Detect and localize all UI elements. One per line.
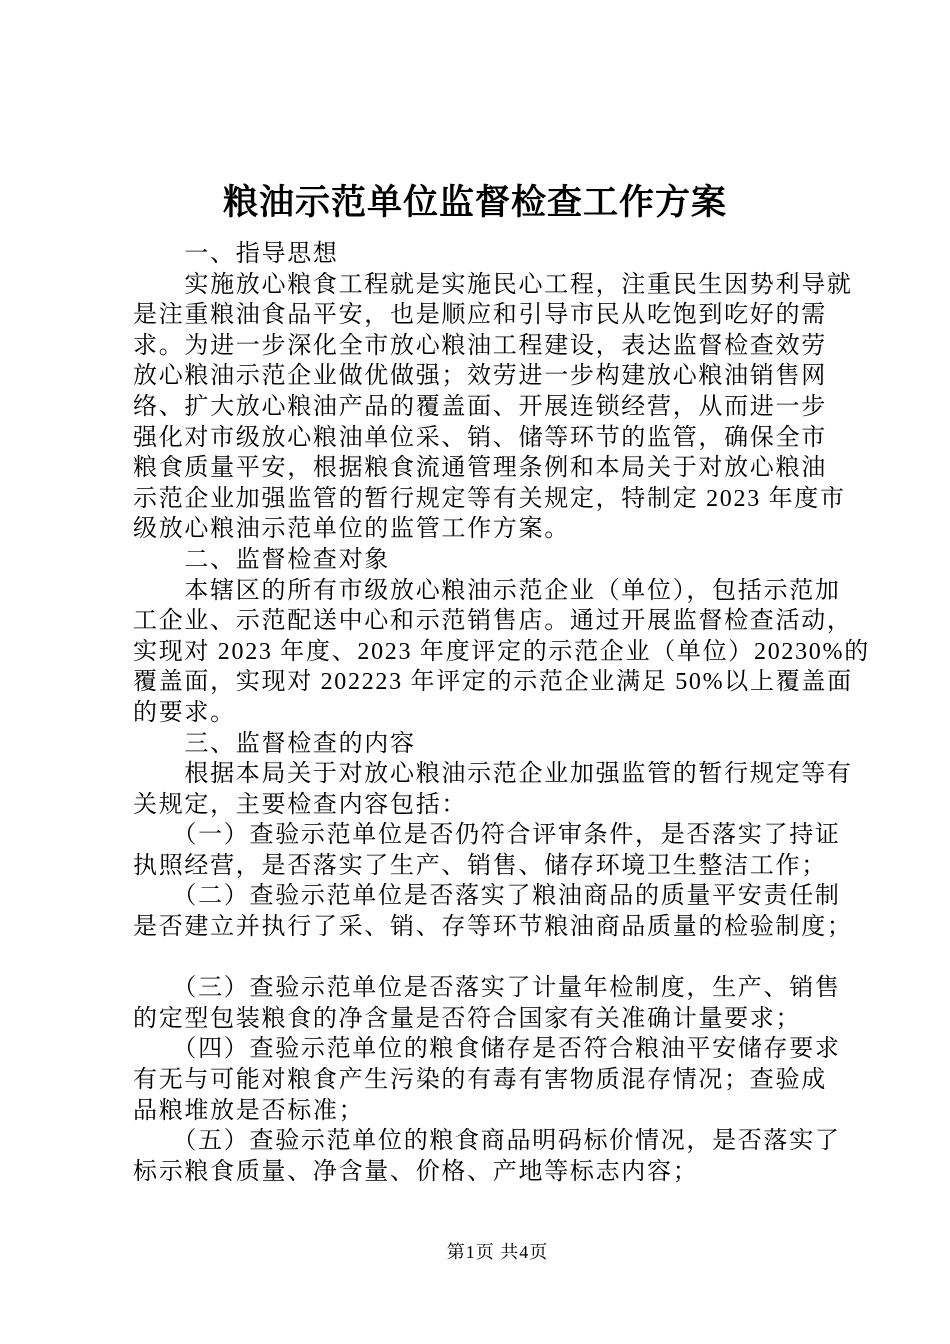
text-line: 求。为进一步深化全市放心粮油工程建设，表达监督检查效劳 — [133, 332, 827, 359]
document-body — [133, 239, 873, 1187]
text-line: 实施放心粮食工程就是实施民心工程，注重民生因势利导就 — [133, 271, 853, 298]
text-line: （二）查验示范单位是否落实了粮油商品的质量平安责任制 — [133, 883, 841, 910]
text-line: 强化对市级放心粮油单位采、销、储等环节的监管，确保全市 — [133, 424, 827, 451]
text-line: 有无与可能对粮食产生污染的有毒有害物质混存情况；查验成 — [133, 1067, 827, 1094]
text-line: 络、扩大放心粮油产品的覆盖面、开展连锁经营，从而进一步 — [133, 393, 827, 420]
text-line: 二、监督检查对象 — [133, 546, 390, 573]
text-line: 的要求。 — [133, 699, 236, 726]
text-line: 标示粮食质量、净含量、价格、产地等标志内容； — [133, 1158, 699, 1185]
text-line: （四）查验示范单位的粮食储存是否符合粮油平安储存要求 — [133, 1036, 841, 1063]
text-line: 本辖区的所有市级放心粮油示范企业（单位），包括示范加 — [133, 577, 841, 604]
text-line: （三）查验示范单位是否落实了计量年检制度，生产、销售 — [133, 975, 841, 1002]
text-line: （五）查验示范单位的粮食商品明码标价情况，是否落实了 — [133, 1128, 841, 1155]
text-line: 的定型包装粮食的净含量是否符合国家有关准确计量要求； — [133, 1005, 802, 1032]
text-line: 执照经营，是否落实了生产、销售、储存环境卫生整洁工作； — [133, 852, 827, 879]
text-line: 级放心粮油示范单位的监管工作方案。 — [133, 516, 570, 543]
blank-line — [133, 943, 873, 974]
text-line: 实现对 2023 年度、2023 年度评定的示范企业（单位）20230%的 — [133, 638, 870, 665]
text-line: 是否建立并执行了采、销、存等环节粮油商品质量的检验制度； — [133, 914, 853, 941]
text-line: 一、指导思想 — [133, 241, 339, 267]
document-title: 粮油示范单位监督检查工作方案 — [222, 183, 727, 222]
text-line: 关规定，主要检查内容包括： — [133, 791, 468, 818]
page-footer: 第1页 共4页 — [446, 1242, 549, 1262]
text-line: 粮食质量平安，根据粮食流通管理条例和本局关于对放心粮油 — [133, 455, 827, 482]
text-line: 示范企业加强监管的暂行规定等有关规定，特制定 2023 年度市 — [133, 485, 846, 512]
text-line: 工企业、示范配送中心和示范销售店。通过开展监督检查活动， — [133, 608, 853, 635]
text-line: 是注重粮油食品平安，也是顺应和引导市民从吃饱到吃好的需 — [133, 302, 827, 329]
text-line: 根据本局关于对放心粮油示范企业加强监管的暂行规定等有 — [133, 761, 853, 788]
text-line: 品粮堆放是否标准； — [133, 1097, 365, 1124]
text-line: （一）查验示范单位是否仍符合评审条件，是否落实了持证 — [133, 822, 841, 849]
text-line: 覆盖面，实现对 202223 年评定的示范企业满足 50%以上覆盖面 — [133, 669, 853, 696]
text-line: 三、监督检查的内容 — [133, 730, 416, 757]
text-line: 放心粮油示范企业做优做强；效劳进一步构建放心粮油销售网 — [133, 363, 827, 390]
